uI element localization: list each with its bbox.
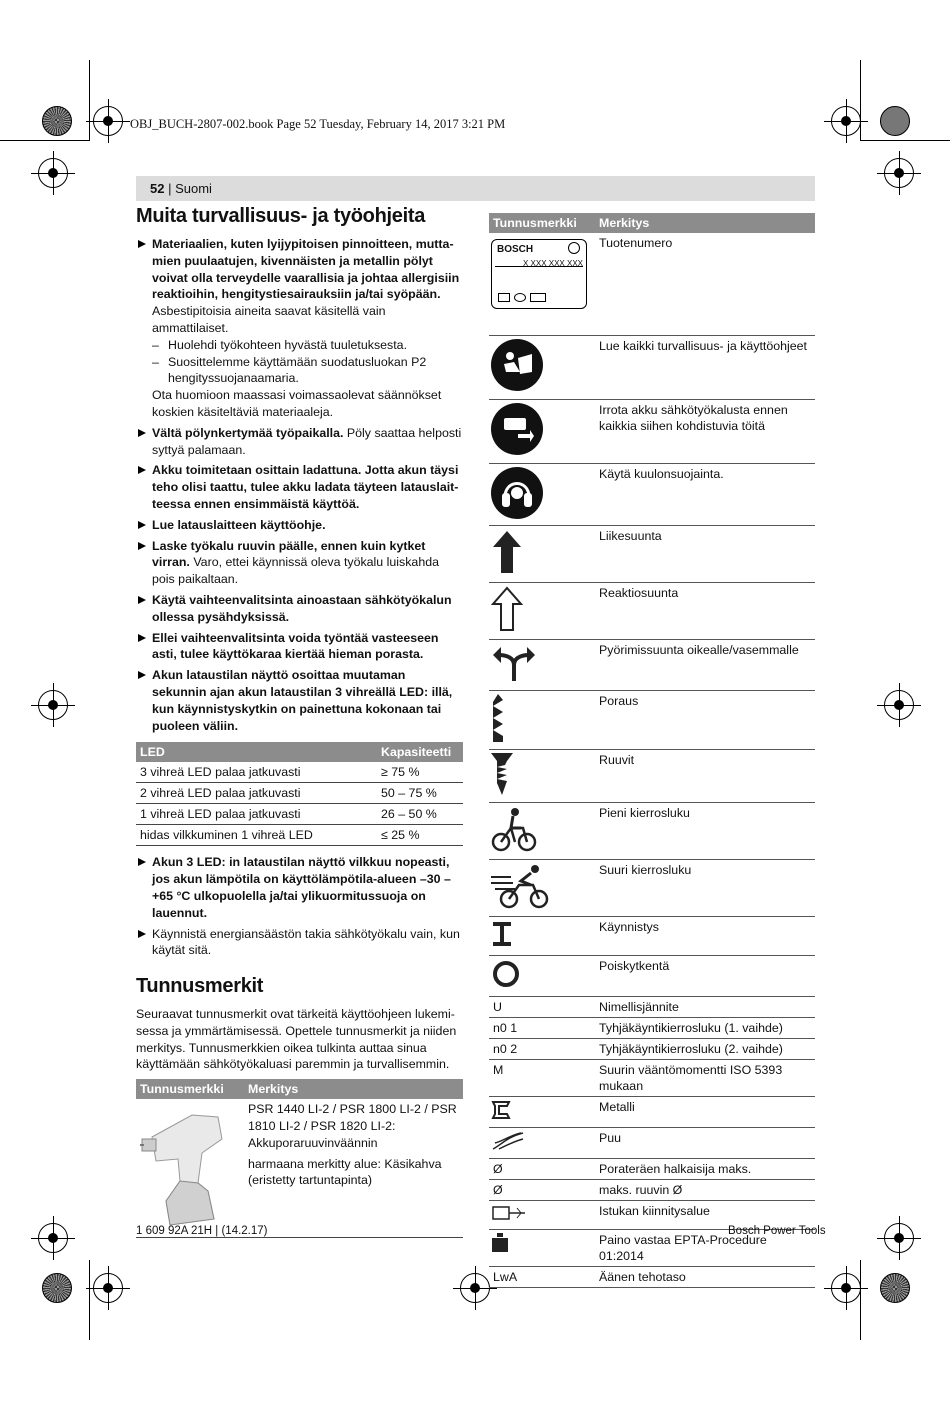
registration-mark-bottom-left <box>93 1273 123 1303</box>
footer-right: Bosch Power Tools <box>728 1225 826 1237</box>
fast-bike-icon <box>491 863 551 909</box>
dash-item: – Huolehdi työkohteen hyvästä tuuletuksesta. <box>136 337 463 354</box>
registration-mark-top <box>93 106 123 136</box>
metal-icon <box>491 1100 511 1120</box>
page-language: Suomi <box>175 181 212 196</box>
led-table-header: LED <box>136 742 377 762</box>
header-separator: | <box>164 181 176 196</box>
registration-mark-bottom-center <box>460 1273 490 1303</box>
instruction-item: Akun lataustilan näyttö osoittaa muutaman sekunnin ajan akun lataustilan 3 vihreällä LED: illä, kun käynnistyskytkin on painettuna kokonaan tai puoleen väliin. <box>136 667 463 734</box>
note-text: Ota huomioon maassasi voimassaolevat säännökset koskien käsiteltäviä materiaaleja. <box>152 388 442 419</box>
crop-line <box>89 1260 90 1340</box>
table-row <box>489 233 815 335</box>
symbol-meaning: Käytä kuulonsuojainta. <box>595 463 815 525</box>
reaction-arrow-icon <box>491 586 523 632</box>
table-row: 2 vihreä LED palaa jatkuvasti 50 – 75 % <box>136 783 463 804</box>
ear-protection-icon <box>491 467 543 519</box>
crop-line <box>860 60 861 140</box>
symbol-table <box>136 1079 463 1238</box>
table-row <box>489 463 815 525</box>
symbol-meaning: Käynnistys <box>595 916 815 955</box>
instruction-item: Akun 3 LED: in lataustilan näyttö vilkkuu nopeasti, jos akun lämpötila on käyttölämpötila-alueen –30 – +65 °C ulkopuolella ja/tai ylikuormitussuoja on lauennut. <box>136 854 463 921</box>
symbol-table-header: Merkitys <box>244 1079 463 1099</box>
page-number: 52 <box>150 181 165 196</box>
grip-text: harmaana merkitty alue: Käsikahva (eristetty tartuntapinta) <box>248 1156 442 1188</box>
crop-line <box>0 140 90 141</box>
registration-mark-right-mid <box>884 690 914 720</box>
symbol-meaning: Istukan kiinnitysalue <box>595 1200 815 1229</box>
symbol-meaning: Liikesuunta <box>595 525 815 582</box>
symbol-meaning-table <box>489 213 815 1288</box>
instruction-item: Käynnistä energiansäästön takia sähkötyökalu vain, kun käytät sitä. <box>136 926 463 960</box>
nameplate-icon: BOSCH X XXX XXX XXX <box>491 239 587 309</box>
table-row: n0 2 Tyhjäkäyntikierrosluku (2. vaihde) <box>489 1038 815 1059</box>
instruction-item: Ellei vaihteenvalitsinta voida työntää vasteeseen asti, tulee käyttökaraa kiertää hieman porasta. <box>136 630 463 664</box>
right-column <box>489 213 815 1288</box>
table-row <box>489 1096 815 1127</box>
registration-disc-top-right <box>880 106 910 136</box>
crop-line <box>860 140 950 141</box>
registration-mark-left-mid <box>38 690 68 720</box>
symbol-meaning: Tuotenumero <box>595 233 815 335</box>
drill-bit-icon <box>491 694 505 742</box>
registration-mark-right-upper <box>884 158 914 188</box>
movement-arrow-icon <box>491 529 523 575</box>
slow-bike-icon <box>491 806 537 852</box>
symbol-meaning: Paino vastaa EPTA-Procedure 01:2014 <box>595 1229 815 1266</box>
table-row <box>489 916 815 955</box>
symbol-meaning: Metalli <box>595 1096 815 1127</box>
table-row: n0 1 Tyhjäkäyntikierrosluku (1. vaihde) <box>489 1017 815 1038</box>
table-row: M Suurin vääntömomentti ISO 5393 mukaan <box>489 1059 815 1096</box>
symbol-meaning: Poraus <box>595 690 815 749</box>
drill-driver-icon <box>140 1103 240 1231</box>
symbol-meaning: Reaktiosuunta <box>595 582 815 639</box>
table-row <box>489 749 815 802</box>
instruction-item: Lue latauslaitteen käyttöohje. <box>136 517 463 534</box>
rotation-icon <box>491 643 537 683</box>
off-icon <box>491 959 521 989</box>
symbol-meaning: Puu <box>595 1127 815 1158</box>
wood-icon <box>491 1131 525 1151</box>
crop-line <box>89 60 90 140</box>
table-row: Ø Porateräen halkaisija maks. <box>489 1158 815 1179</box>
symbol-meaning: Pyörimissuunta oikealle/vasemmalle <box>595 639 815 690</box>
section-title: Muita turvallisuus- ja työohjeita <box>136 205 426 227</box>
table-row: 1 vihreä LED palaa jatkuvasti 26 – 50 % <box>136 804 463 825</box>
symbol-meaning: Pieni kierrosluku <box>595 802 815 859</box>
registration-mark-left-lower <box>38 1223 68 1253</box>
symbol-table-header: Tunnusmerkki <box>136 1079 244 1099</box>
symbol-meaning: Irrota akku sähkötyökalusta ennen kaikkia siihen kohdistuvia töitä <box>595 399 815 463</box>
remove-battery-icon <box>491 403 543 455</box>
table-row <box>489 582 815 639</box>
table-row <box>489 399 815 463</box>
registration-mark-bottom-right <box>831 1273 861 1303</box>
registration-mark-left-upper <box>38 158 68 188</box>
left-column <box>136 205 463 1238</box>
table-row: Ø maks. ruuvin Ø <box>489 1179 815 1200</box>
registration-disc-bottom-right <box>880 1273 910 1303</box>
table-row <box>489 639 815 690</box>
footer-left: 1 609 92A 21H | (14.2.17) <box>136 1225 268 1237</box>
on-icon <box>491 920 513 948</box>
intro-text: Seuraavat tunnusmerkit ovat tärkeitä käyttöohjeen lukemisessa ja ymmärtämisessä. Opettele tunnusmerkit ja niiden merkitys. Tunnusmerkkien oikea tulkinta auttaa sinua käyttämään sähkötyökaluasi paremmin ja turvallisemmin. <box>136 1007 457 1072</box>
table-row <box>489 690 815 749</box>
table-row <box>489 802 815 859</box>
print-header: OBJ_BUCH-2807-002.book Page 52 Tuesday, February 14, 2017 3:21 PM <box>130 117 506 131</box>
table-row <box>489 859 815 916</box>
page-header-bar <box>136 176 815 201</box>
table-row <box>489 955 815 996</box>
led-table-header: Kapasiteetti <box>377 742 463 762</box>
table-row: U Nimellisjännite <box>489 996 815 1017</box>
crop-line <box>860 1260 861 1340</box>
page-header <box>150 181 212 196</box>
instruction-item: Materiaalien, kuten lyijypitoisen pinnoitteen, muttamien puulaatujen, kivennäisten ja metallin pölyt voivat olla terveydelle vaarallisia ja johtaa allergisiin reaktioihin, hengitystiesairauksiin ja/tai syöpään. Asbestipitoisia aineita saavat käsitellä vain ammattilaiset. <box>136 236 463 337</box>
led-table <box>136 742 463 846</box>
weight-icon <box>491 1233 509 1253</box>
symbol-meaning: Ruuvit <box>595 749 815 802</box>
symbol-meaning: Poiskytkentä <box>595 955 815 996</box>
symbol-meaning: Suuri kierrosluku <box>595 859 815 916</box>
model-text: PSR 1440 LI-2 / PSR 1800 LI-2 / PSR 1810 LI-2 / PSR 1820 LI-2: Akkuporaruuvinväännin <box>248 1102 457 1150</box>
section-title: Tunnusmerkit <box>136 975 264 998</box>
registration-mark-top-right <box>831 106 861 136</box>
table-row: LwA Äänen tehotaso <box>489 1266 815 1287</box>
instruction-item: Akku toimitetaan osittain ladattuna. Jotta akun täysi teho olisi taattu, tulee akku ladata täyteen latauslaitteessa ennen ensimmäistä käyttöä. <box>136 462 463 512</box>
instruction-item: Vältä pölynkertymää työpaikalla. Pöly saattaa helposti syttyä palamaan. <box>136 425 463 459</box>
table-row <box>489 525 815 582</box>
registration-mark-right-lower <box>884 1223 914 1253</box>
screw-icon <box>491 753 513 795</box>
table-row: 3 vihreä LED palaa jatkuvasti ≥ 75 % <box>136 762 463 783</box>
table-row <box>489 1127 815 1158</box>
table-row <box>136 1099 463 1238</box>
symbol-table-header: Tunnusmerkki <box>489 213 595 233</box>
registration-disc-bottom-left <box>42 1273 72 1303</box>
read-manual-icon <box>491 339 543 391</box>
table-row: hidas vilkkuminen 1 vihreä LED ≤ 25 % <box>136 825 463 846</box>
instruction-item: Käytä vaihteenvalitsinta ainoastaan sähkötyökalun ollessa pysähdyksissä. <box>136 592 463 626</box>
instruction-item: Laske työkalu ruuvin päälle, ennen kuin kytket virran. Varo, ettei käynnissä oleva työkalu luiskahda pois paikaltaan. <box>136 538 463 588</box>
symbol-meaning: Lue kaikki turvallisuus- ja käyttöohjeet <box>595 335 815 399</box>
chuck-icon <box>491 1204 527 1222</box>
dash-item: – Suosittelemme käyttämään suodatusluokan P2 hengityssuojanaamaria. <box>136 354 463 388</box>
symbol-table-header: Merkitys <box>595 213 815 233</box>
table-row <box>489 335 815 399</box>
registration-disc-top-left <box>42 106 72 136</box>
